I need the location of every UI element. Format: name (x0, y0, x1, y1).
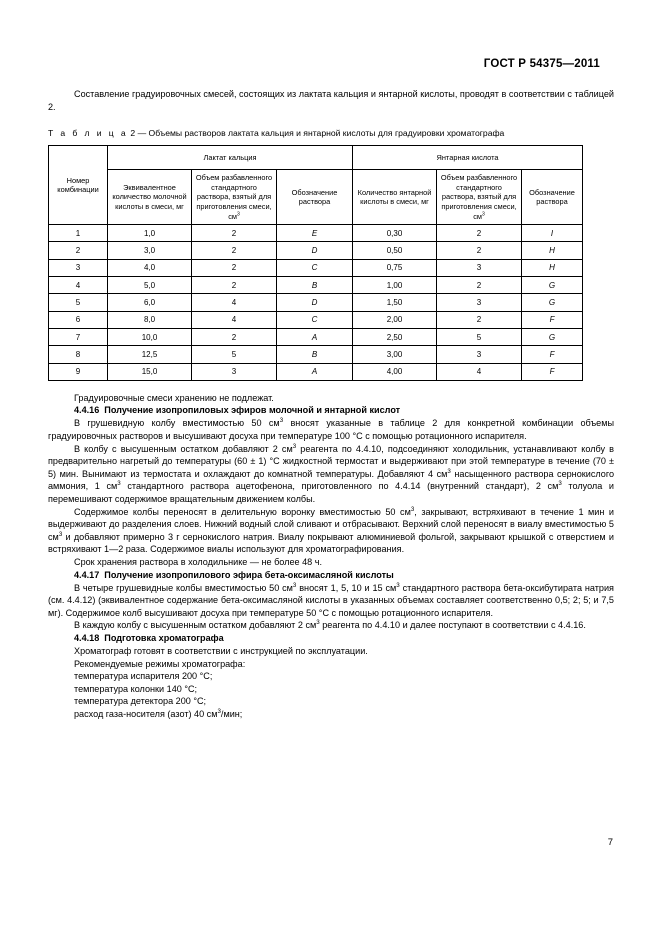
col-header-lactate-solution-designation: Обозначение раствора (277, 170, 353, 225)
table-cell: 10,0 (108, 328, 192, 345)
table-cell: B (277, 346, 353, 363)
mode-line-column: температура колонки 140 °С; (74, 683, 198, 694)
table-cell: G (522, 328, 583, 345)
col-header-succinic-solution-designation: Обозначение раствора (522, 170, 583, 225)
table-cell: 3 (437, 294, 522, 311)
table-cell: A (277, 363, 353, 380)
table-group-header-row (49, 146, 583, 170)
page-content (48, 88, 614, 720)
col-header-combination-number: Номер комбинации (49, 146, 108, 225)
table-cell: D (277, 242, 353, 259)
table-row (49, 346, 583, 363)
table-cell: 2 (192, 225, 277, 242)
table-cell: 6 (49, 311, 108, 328)
table-cell: 2 (192, 277, 277, 294)
paragraph-4-4-17-2: В каждую колбу с высушенным остатком добавляют 2 $см^3$ реагента по 4.4.10 и далее поступают в соответствии с 4.4.16. (74, 619, 586, 631)
table-head (49, 146, 583, 225)
table-cell: 3 (49, 259, 108, 276)
table-cell: 0,30 (353, 225, 437, 242)
table-cell: 4,00 (353, 363, 437, 380)
table-cell: 4,0 (108, 259, 192, 276)
col-header-succinic-acid-amount: Количество янтарной кислоты в смеси, мг (353, 170, 437, 225)
table-cell: 3,00 (353, 346, 437, 363)
section-heading-4-4-16 (48, 404, 614, 417)
group-header-calcium-lactate: Лактат кальция (108, 146, 353, 170)
table-row (49, 294, 583, 311)
table-caption-label: Т а б л и ц а (48, 128, 128, 139)
table-cell: I (522, 225, 583, 242)
table-cell: B (277, 277, 353, 294)
table-cell: F (522, 363, 583, 380)
table-cell: A (277, 328, 353, 345)
after-table-note: Градуировочные смеси хранению не подлежат. (74, 392, 274, 403)
table-cell: F (522, 346, 583, 363)
mode-line-evaporator: температура испарителя 200 °С; (74, 671, 213, 682)
table-cell: C (277, 311, 353, 328)
paragraph-4-4-16-4: Срок хранения раствора в холодильнике — не более 48 ч. (74, 556, 323, 567)
table-cell: 5 (437, 328, 522, 345)
table-caption-title: Объемы растворов лактата кальция и янтарной кислоты для градуировки хроматографа (148, 128, 505, 139)
paragraph-4-4-16-2: В колбу с высушенным остатком добавляют 2 $см^3$ реагента по 4.4.10, подсоединяют холодильник, устанавливают колбу в предварительно нагретый до температуры (60 ± 1) °С жидкостной термостат и выдерживают при этой температуре в течение (70 ± 5) мин. Вынимают из термостата и охлаждают до комнатной температуры. Добавляют 4 $см^3$ насыщенного раствора сернокислого аммония, 1 $см^3$ стандартного раствора ацетофенона, приготовленного по 4.4.14 (внутренний стандарт), 2 $см^3$ толуола и перемешивают содержимое вращательным движением колбы. (48, 442, 615, 504)
table-cell: 2,50 (353, 328, 437, 345)
table-cell: 8,0 (108, 311, 192, 328)
table-column-header-row (49, 170, 583, 225)
table-cell: 2 (192, 328, 277, 345)
table-cell: 1,0 (108, 225, 192, 242)
table-cell: 5 (192, 346, 277, 363)
table-row (49, 363, 583, 380)
table-cell: 6,0 (108, 294, 192, 311)
table-cell: 2 (437, 225, 522, 242)
table-body (49, 225, 583, 381)
table-cell: 4 (192, 294, 277, 311)
section-heading-4-4-17 (48, 569, 614, 582)
table-cell: 2 (437, 311, 522, 328)
paragraph-4-4-18-1: Хроматограф готовят в соответствии с инструкцией по эксплуатации. (74, 645, 368, 656)
table-cell: 12,5 (108, 346, 192, 363)
table-cell: G (522, 294, 583, 311)
table-cell: 1 (49, 225, 108, 242)
table-cell: 4 (437, 363, 522, 380)
table-cell: 4 (49, 277, 108, 294)
paragraph-4-4-17-1: В четыре грушевидные колбы вместимостью 50 $см^3$ вносят 1, 5, 10 и 15 $см^3$ стандартного раствора бета-оксибутирата натрия (см. 4.4.12) (эквивалентное содержание бета-оксимасляной кислоты в указанных объемах составляет соответственно 0,5; 2; 5; и 7,5 мг). Содержимое колб высушивают досуха при температуре 50 °С с помощью ротационного испарителя. (48, 581, 614, 618)
table-cell: 2,00 (353, 311, 437, 328)
col-header-lactate-solution-volume: Объем разбавленного стандартного раствора, взятый для приготовления смеси, $см^3$ (192, 170, 277, 225)
table-cell: 1,00 (353, 277, 437, 294)
section-number-4-4-16: 4.4.16 (74, 405, 100, 416)
table-cell: 15,0 (108, 363, 192, 380)
mode-line-carrier-gas: расход газа-носителя (азот) 40 $см^3$/мин; (74, 707, 243, 719)
standard-designation: ГОСТ Р 54375—2011 (483, 58, 600, 70)
table-row (49, 328, 583, 345)
table-cell: G (522, 277, 583, 294)
table-cell: 2 (437, 242, 522, 259)
mode-line-detector: температура детектора 200 °С; (74, 696, 207, 707)
table-row (49, 277, 583, 294)
section-number-4-4-18: 4.4.18 (74, 632, 100, 643)
table-cell: 5,0 (108, 277, 192, 294)
paragraph-4-4-18-2: Рекомендуемые режимы хроматографа: (74, 658, 246, 669)
table-cell: 9 (49, 363, 108, 380)
section-heading-4-4-18 (48, 632, 614, 645)
section-title-4-4-17: Получение изопропилового эфира бета-оксимасляной кислоты (104, 569, 394, 580)
paragraph-4-4-16-1: В грушевидную колбу вместимостью 50 $см^3$ вносят указанные в таблице 2 для конкретной комбинации объемы градуировочных растворов и высушивают досуха при температуре 100 °С с помощью ротационного испарителя. (48, 417, 614, 442)
table-caption (48, 113, 614, 145)
table-cell: 1,50 (353, 294, 437, 311)
table-cell: 2 (437, 277, 522, 294)
group-header-succinic-acid: Янтарная кислота (353, 146, 583, 170)
table-cell: 3,0 (108, 242, 192, 259)
table-cell: 3 (192, 363, 277, 380)
table-caption-dash: — (137, 128, 147, 139)
section-title-4-4-18: Подготовка хроматографа (104, 632, 224, 643)
table-cell: 5 (49, 294, 108, 311)
table-cell: H (522, 259, 583, 276)
table-caption-number: 2 (130, 128, 136, 139)
page-number: 7 (607, 837, 613, 848)
table-cell: D (277, 294, 353, 311)
section-number-4-4-17: 4.4.17 (74, 569, 100, 580)
col-header-succinic-solution-volume: Объем разбавленного стандартного раствора, взятый для приготовления смеси, $см^3$ (437, 170, 522, 225)
paragraph-4-4-16-3: Содержимое колбы переносят в делительную воронку вместимостью 50 $см^3$, закрывают, встряхивают в течение 1 мин и выдерживают до разделения слоев. Нижний водный слой сливают и отбрасывают. Верхний слой переносят в виалу вместимостью 5 $см^3$ и добавляют примерно 3 г сернокислого натрия. Виалу покрывают алюминиевой фольгой, закрывают крышкой с отверстием и встряхивают 1—2 раза. Содержимое виалы используют для хроматографирования. (48, 505, 615, 555)
table-cell: 4 (192, 311, 277, 328)
table-row (49, 225, 583, 242)
table-cell: 3 (437, 346, 522, 363)
table-cell: 2 (192, 242, 277, 259)
calibration-mixtures-table (48, 145, 583, 381)
table-cell: 2 (192, 259, 277, 276)
table-cell: 3 (437, 259, 522, 276)
table-container (48, 145, 614, 381)
intro-paragraph: Составление градуировочных смесей, состоящих из лактата кальция и янтарной кислоты, проводят в соответствии с таблицей 2. (48, 89, 614, 112)
table-cell: E (277, 225, 353, 242)
table-row (49, 259, 583, 276)
table-cell: 0,50 (353, 242, 437, 259)
table-cell: H (522, 242, 583, 259)
table-cell: F (522, 311, 583, 328)
table-row (49, 311, 583, 328)
section-title-4-4-16: Получение изопропиловых эфиров молочной и янтарной кислот (104, 405, 401, 416)
col-header-lactic-acid-amount: Эквивалентное количество молочной кислоты в смеси, мг (108, 170, 192, 225)
table-cell: 8 (49, 346, 108, 363)
table-cell: C (277, 259, 353, 276)
table-cell: 0,75 (353, 259, 437, 276)
table-row (49, 242, 583, 259)
table-cell: 2 (49, 242, 108, 259)
table-cell: 7 (49, 328, 108, 345)
